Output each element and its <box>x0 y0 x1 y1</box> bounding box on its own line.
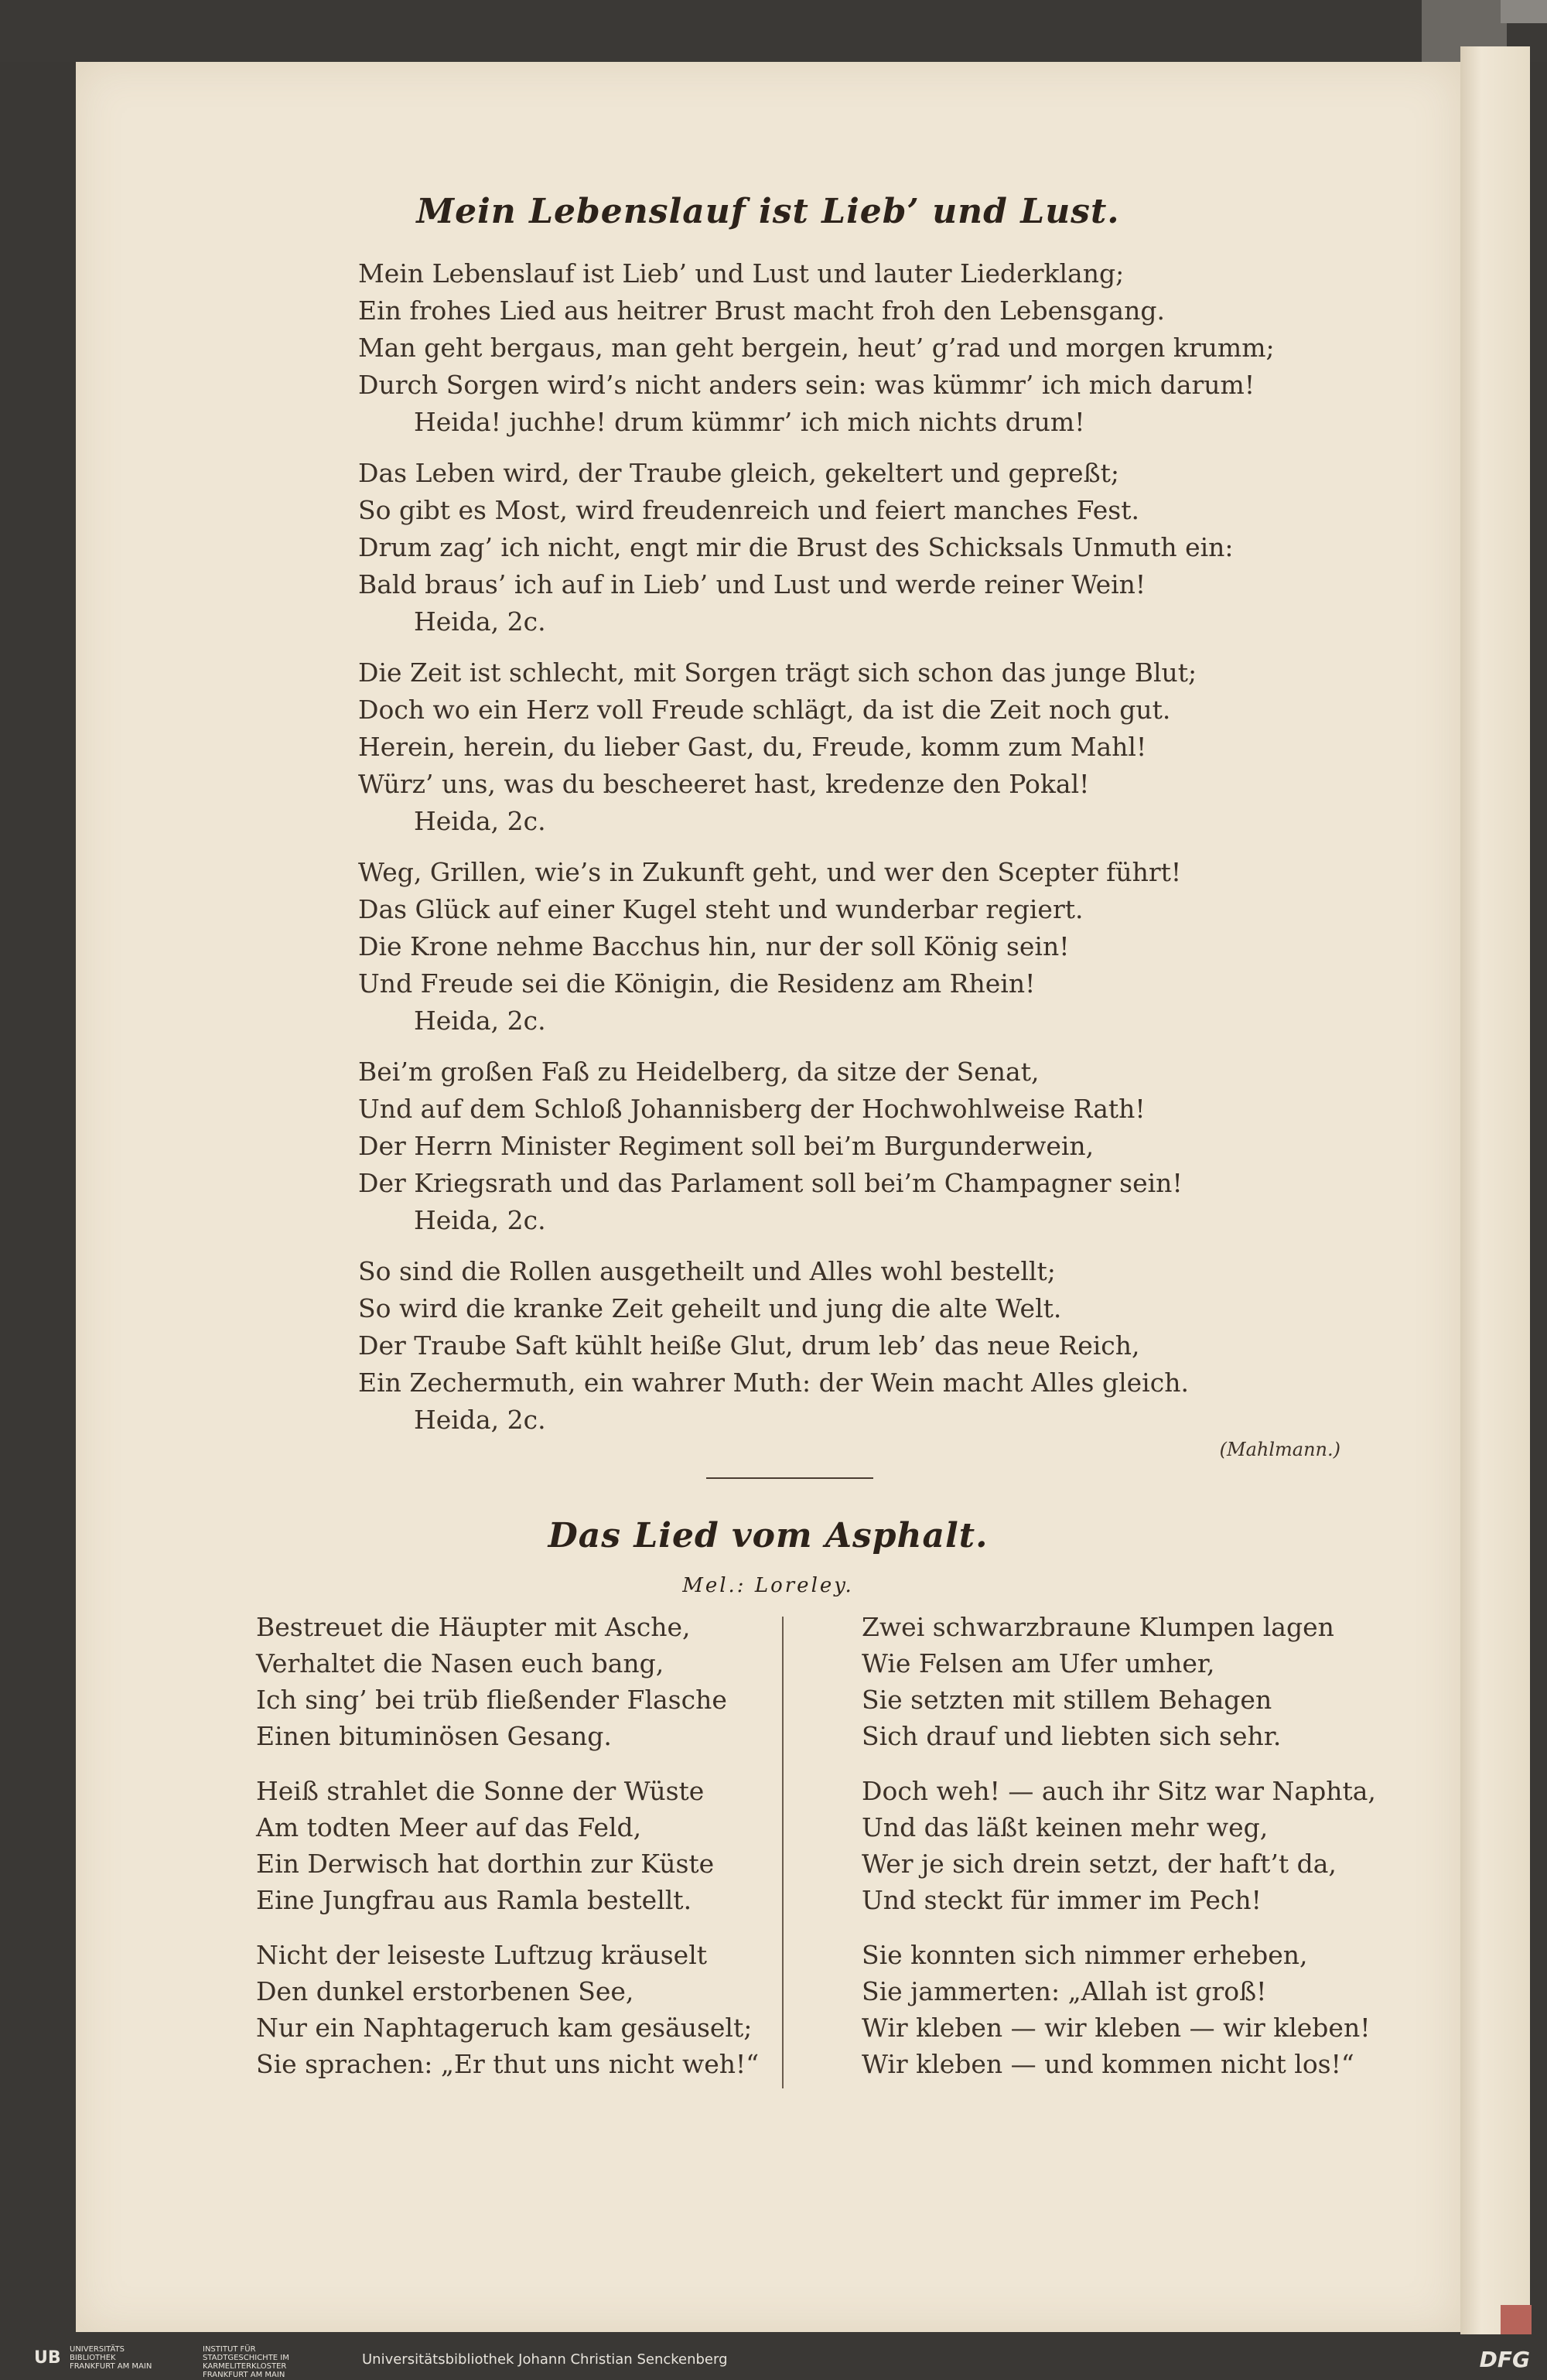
poem2-line: Bestreuet die Häupter mit Asche, <box>256 1612 691 1642</box>
poem1-line: Durch Sorgen wird’s nicht anders sein: was kümmr’ ich mich darum! <box>358 370 1255 400</box>
ub-logo: UB <box>34 2348 61 2368</box>
poem1-line: Heida, 2c. <box>414 606 546 637</box>
poem2-stanza <box>256 1937 759 2082</box>
poem2-stanza <box>256 1773 759 1918</box>
poem2-line: Sie konnten sich nimmer erheben, <box>862 1940 1308 1970</box>
poem2-line: Zwei schwarzbraune Klumpen lagen <box>862 1612 1334 1642</box>
poem1-line: Das Glück auf einer Kugel steht und wunderbar regiert. <box>358 894 1084 924</box>
poem2-left-column <box>256 1609 759 2101</box>
poem2-stanza <box>862 1773 1376 1918</box>
poem2-line: Und das läßt keinen mehr weg, <box>862 1812 1269 1842</box>
poem2-line: Sie sprachen: „Er thut uns nicht weh!“ <box>256 2049 760 2079</box>
poem2-right-column <box>862 1609 1376 2101</box>
column-divider <box>782 1617 784 2088</box>
poem2-stanza <box>256 1609 759 1754</box>
footer-bar <box>0 2334 1547 2380</box>
institute-logo-text: INSTITUT FÜR STADTGESCHICHTE IM KARMELITERKLOSTER FRANKFURT AM MAIN <box>203 2345 289 2379</box>
poem2-line: Wer je sich drein setzt, der haft’t da, <box>862 1849 1337 1879</box>
poem1-line: Heida! juchhe! drum kümmr’ ich mich nichts drum! <box>414 407 1085 437</box>
poem1-stanza <box>358 455 1275 640</box>
poem1-line: Drum zag’ ich nicht, engt mir die Brust des Schicksals Unmuth ein: <box>358 532 1234 562</box>
poem2-title: Das Lied vom Asphalt. <box>548 1516 989 1555</box>
poem1-line: Die Zeit ist schlecht, mit Sorgen trägt sich schon das junge Blut; <box>358 657 1197 688</box>
poem1-line: Doch wo ein Herz voll Freude schlägt, da ist die Zeit noch gut. <box>358 695 1171 725</box>
poem1-line: Mein Lebenslauf ist Lieb’ und Lust und lauter Liederklang; <box>358 258 1125 289</box>
poem2-line: Wie Felsen am Ufer umher, <box>862 1648 1215 1678</box>
poem2-line: Am todten Meer auf das Feld, <box>256 1812 642 1842</box>
poem1-stanza <box>358 854 1275 1040</box>
poem2-stanza <box>862 1937 1376 2082</box>
poem2-line: Verhaltet die Nasen euch bang, <box>256 1648 664 1678</box>
poem2-stanza <box>862 1609 1376 1754</box>
poem1-line: Heida, 2c. <box>414 806 546 836</box>
poem1-line: Die Krone nehme Bacchus hin, nur der soll König sein! <box>358 931 1070 961</box>
poem1-line: Der Kriegsrath und das Parlament soll bei’m Champagner sein! <box>358 1168 1183 1198</box>
poem1-stanza <box>358 654 1275 840</box>
poem2-line: Doch weh! — auch ihr Sitz war Naphta, <box>862 1776 1376 1806</box>
poem2-line: Heiß strahlet die Sonne der Wüste <box>256 1776 705 1806</box>
poem1-line: Weg, Grillen, wie’s in Zukunft geht, und wer den Scepter führt! <box>358 857 1182 887</box>
poem1-body <box>358 255 1275 1453</box>
poem2-line: Sie setzten mit stillem Behagen <box>862 1685 1272 1715</box>
poem1-line: Herein, herein, du lieber Gast, du, Freude, komm zum Mahl! <box>358 732 1147 762</box>
poem1-line: Heida, 2c. <box>414 1405 546 1435</box>
poem2-line: Ein Derwisch hat dorthin zur Küste <box>256 1849 715 1879</box>
poem2-line: Eine Jungfrau aus Ramla bestellt. <box>256 1885 692 1915</box>
poem1-line: Das Leben wird, der Traube gleich, gekeltert und gepreßt; <box>358 458 1120 488</box>
poem2-line: Nicht der leiseste Luftzug kräuselt <box>256 1940 708 1970</box>
poem2-line: Den dunkel erstorbenen See, <box>256 1976 634 2006</box>
poem1-line: Ein Zechermuth, ein wahrer Muth: der Wein macht Alles gleich. <box>358 1368 1189 1398</box>
poem2-line: Sich drauf und liebten sich sehr. <box>862 1721 1282 1751</box>
poem1-line: So sind die Rollen ausgetheilt und Alles wohl bestellt; <box>358 1256 1056 1286</box>
poem2-melody: Mel.: Loreley. <box>682 1574 854 1597</box>
poem1-attribution: (Mahlmann.) <box>1219 1439 1340 1460</box>
poem1-line: Heida, 2c. <box>414 1205 546 1235</box>
poem1-line: Heida, 2c. <box>414 1006 546 1036</box>
poem1-title: Mein Lebenslauf ist Lieb’ und Lust. <box>416 192 1120 231</box>
poem2-line: Wir kleben — wir kleben — wir kleben! <box>862 2013 1371 2043</box>
scanner-background-top <box>0 0 1547 62</box>
poem1-line: Würz’ uns, was du bescheeret hast, kredenze den Pokal! <box>358 769 1090 799</box>
poem1-line: Und auf dem Schloß Johannisberg der Hochwohlweise Rath! <box>358 1094 1146 1124</box>
poem1-line: Und Freude sei die Königin, die Residenz am Rhein! <box>358 968 1036 999</box>
poem1-line: Der Traube Saft kühlt heiße Glut, drum leb’ das neue Reich, <box>358 1330 1140 1361</box>
poem1-stanza <box>358 255 1275 441</box>
poem1-line: So wird die kranke Zeit geheilt und jung die alte Welt. <box>358 1293 1062 1323</box>
poem2-line: Und steckt für immer im Pech! <box>862 1885 1262 1915</box>
scan-edge-tab-light <box>1501 0 1547 23</box>
ub-logo-text: UNIVERSITÄTS BIBLIOTHEK FRANKFURT AM MAIN <box>70 2345 152 2371</box>
poem1-line: Man geht bergaus, man geht bergein, heut’ g’rad und morgen krumm; <box>358 333 1275 363</box>
poem2-line: Einen bituminösen Gesang. <box>256 1721 612 1751</box>
poem2-line: Nur ein Naphtageruch kam gesäuselt; <box>256 2013 753 2043</box>
dfg-logo: DFG <box>1479 2347 1530 2372</box>
footer-library-name: Universitätsbibliothek Johann Christian Senckenberg <box>362 2351 728 2368</box>
section-divider <box>706 1477 873 1479</box>
poem2-line: Sie jammerten: „Allah ist groß! <box>862 1976 1267 2006</box>
poem1-line: Bei’m großen Faß zu Heidelberg, da sitze der Senat, <box>358 1057 1040 1087</box>
poem1-stanza <box>358 1253 1275 1439</box>
poem1-line: Ein frohes Lied aus heitrer Brust macht froh den Lebensgang. <box>358 295 1165 326</box>
page-edge-strip <box>1460 46 1530 2344</box>
poem1-line: Der Herrn Minister Regiment soll bei’m Burgunderwein, <box>358 1131 1095 1161</box>
poem1-stanza <box>358 1053 1275 1239</box>
poem1-line: Bald braus’ ich auf in Lieb’ und Lust und werde reiner Wein! <box>358 569 1146 599</box>
document-page <box>76 62 1460 2332</box>
poem1-line: So gibt es Most, wird freudenreich und feiert manches Fest. <box>358 495 1139 525</box>
bookmark-tab <box>1501 2305 1532 2336</box>
poem2-line: Wir kleben — und kommen nicht los!“ <box>862 2049 1354 2079</box>
poem2-line: Ich sing’ bei trüb fließender Flasche <box>256 1685 727 1715</box>
